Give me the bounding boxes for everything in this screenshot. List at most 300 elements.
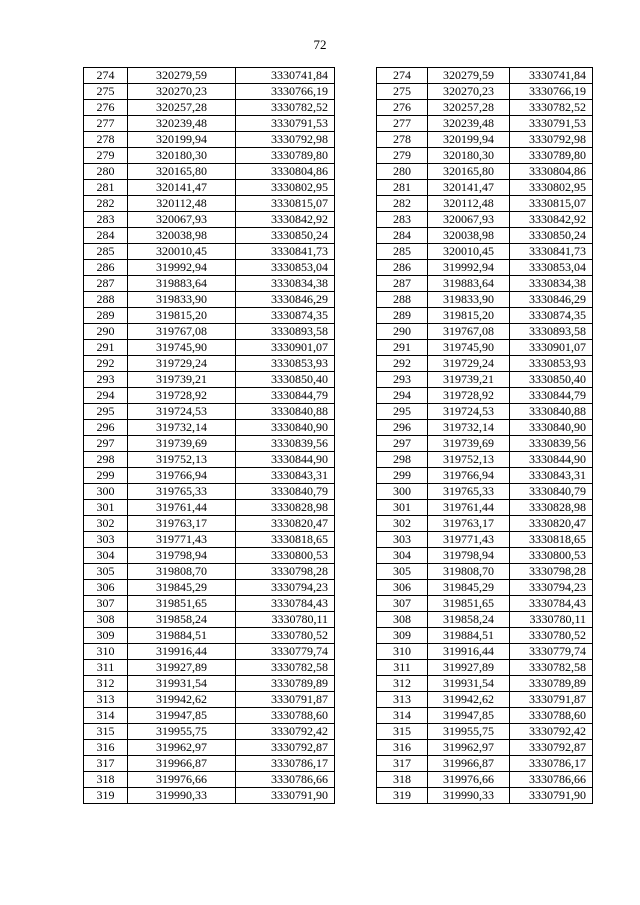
x-coordinate-cell: 319798,94 [128,548,236,564]
table-row [377,180,593,196]
y-coordinate-cell: 3330874,35 [510,308,593,324]
point-number-cell: 316 [84,740,128,756]
y-coordinate-cell: 3330782,52 [510,100,593,116]
point-number-cell: 291 [377,340,428,356]
y-coordinate-cell: 3330844,79 [236,388,335,404]
point-number-cell: 316 [377,740,428,756]
x-coordinate-cell: 320239,48 [428,116,510,132]
y-coordinate-cell: 3330791,87 [236,692,335,708]
table-row [84,388,335,404]
point-number-cell: 286 [84,260,128,276]
point-number-cell: 300 [377,484,428,500]
point-number-cell: 304 [84,548,128,564]
table-row [377,212,593,228]
point-number-cell: 294 [84,388,128,404]
x-coordinate-cell: 319765,33 [128,484,236,500]
table-row [84,756,335,772]
point-number-cell: 301 [377,500,428,516]
x-coordinate-cell: 320279,59 [428,68,510,84]
table-row [84,116,335,132]
x-coordinate-cell: 320239,48 [128,116,236,132]
y-coordinate-cell: 3330779,74 [510,644,593,660]
x-coordinate-cell: 319883,64 [428,276,510,292]
x-coordinate-cell: 319763,17 [428,516,510,532]
x-coordinate-cell: 320067,93 [428,212,510,228]
point-number-cell: 319 [84,788,128,804]
y-coordinate-cell: 3330834,38 [236,276,335,292]
table-row [377,292,593,308]
y-coordinate-cell: 3330791,87 [510,692,593,708]
x-coordinate-cell: 320180,30 [428,148,510,164]
x-coordinate-cell: 319745,90 [428,340,510,356]
x-coordinate-cell: 320038,98 [428,228,510,244]
table-row [377,788,593,804]
coordinates-table-right [376,67,593,804]
y-coordinate-cell: 3330893,58 [236,324,335,340]
point-number-cell: 274 [377,68,428,84]
table-row [377,372,593,388]
y-coordinate-cell: 3330839,56 [510,436,593,452]
point-number-cell: 292 [84,356,128,372]
point-number-cell: 315 [84,724,128,740]
table-row [377,100,593,116]
y-coordinate-cell: 3330828,98 [236,500,335,516]
point-number-cell: 300 [84,484,128,500]
y-coordinate-cell: 3330818,65 [236,532,335,548]
x-coordinate-cell: 319858,24 [128,612,236,628]
y-coordinate-cell: 3330839,56 [236,436,335,452]
y-coordinate-cell: 3330789,89 [510,676,593,692]
y-coordinate-cell: 3330766,19 [236,84,335,100]
point-number-cell: 299 [84,468,128,484]
y-coordinate-cell: 3330804,86 [510,164,593,180]
x-coordinate-cell: 319739,69 [428,436,510,452]
point-number-cell: 281 [377,180,428,196]
point-number-cell: 304 [377,548,428,564]
point-number-cell: 317 [84,756,128,772]
point-number-cell: 290 [377,324,428,340]
table-row [84,308,335,324]
y-coordinate-cell: 3330780,11 [510,612,593,628]
y-coordinate-cell: 3330840,79 [510,484,593,500]
table-row [84,772,335,788]
point-number-cell: 308 [377,612,428,628]
y-coordinate-cell: 3330794,23 [236,580,335,596]
table-row [377,196,593,212]
point-number-cell: 310 [377,644,428,660]
table-row [84,452,335,468]
y-coordinate-cell: 3330834,38 [510,276,593,292]
table-row [84,740,335,756]
x-coordinate-cell: 319845,29 [128,580,236,596]
table-row [377,564,593,580]
point-number-cell: 281 [84,180,128,196]
point-number-cell: 314 [377,708,428,724]
table-row [84,548,335,564]
x-coordinate-cell: 319771,43 [128,532,236,548]
x-coordinate-cell: 319883,64 [128,276,236,292]
x-coordinate-cell: 320112,48 [128,196,236,212]
point-number-cell: 282 [84,196,128,212]
table-row [84,132,335,148]
y-coordinate-cell: 3330844,90 [236,452,335,468]
table-row [377,132,593,148]
table-row [84,516,335,532]
x-coordinate-cell: 320165,80 [128,164,236,180]
point-number-cell: 297 [377,436,428,452]
y-coordinate-cell: 3330789,80 [236,148,335,164]
x-coordinate-cell: 319724,53 [428,404,510,420]
y-coordinate-cell: 3330850,24 [236,228,335,244]
x-coordinate-cell: 319976,66 [128,772,236,788]
table-row [377,532,593,548]
table-row [377,324,593,340]
x-coordinate-cell: 320010,45 [128,244,236,260]
y-coordinate-cell: 3330815,07 [510,196,593,212]
x-coordinate-cell: 319808,70 [428,564,510,580]
x-coordinate-cell: 319766,94 [428,468,510,484]
x-coordinate-cell: 319962,97 [428,740,510,756]
x-coordinate-cell: 319728,92 [128,388,236,404]
table-row [84,148,335,164]
x-coordinate-cell: 319761,44 [428,500,510,516]
x-coordinate-cell: 319992,94 [128,260,236,276]
point-number-cell: 275 [84,84,128,100]
x-coordinate-cell: 319942,62 [128,692,236,708]
x-coordinate-cell: 320257,28 [428,100,510,116]
y-coordinate-cell: 3330786,17 [236,756,335,772]
table-row [84,292,335,308]
y-coordinate-cell: 3330840,88 [236,404,335,420]
point-number-cell: 291 [84,340,128,356]
x-coordinate-cell: 319763,17 [128,516,236,532]
x-coordinate-cell: 319992,94 [428,260,510,276]
y-coordinate-cell: 3330901,07 [510,340,593,356]
y-coordinate-cell: 3330850,40 [236,372,335,388]
table-row [377,484,593,500]
y-coordinate-cell: 3330840,90 [236,420,335,436]
table-row [377,628,593,644]
y-coordinate-cell: 3330792,98 [236,132,335,148]
point-number-cell: 302 [377,516,428,532]
table-row [377,500,593,516]
y-coordinate-cell: 3330874,35 [236,308,335,324]
table-row [84,420,335,436]
y-coordinate-cell: 3330893,58 [510,324,593,340]
x-coordinate-cell: 319766,94 [128,468,236,484]
point-number-cell: 306 [84,580,128,596]
y-coordinate-cell: 3330792,87 [236,740,335,756]
x-coordinate-cell: 319931,54 [128,676,236,692]
point-number-cell: 312 [84,676,128,692]
x-coordinate-cell: 320010,45 [428,244,510,260]
y-coordinate-cell: 3330846,29 [510,292,593,308]
x-coordinate-cell: 319798,94 [428,548,510,564]
table-row [84,228,335,244]
table-row [84,788,335,804]
point-number-cell: 282 [377,196,428,212]
x-coordinate-cell: 320112,48 [428,196,510,212]
y-coordinate-cell: 3330853,93 [236,356,335,372]
y-coordinate-cell: 3330786,66 [236,772,335,788]
table-row [377,228,593,244]
table-row [377,708,593,724]
point-number-cell: 276 [84,100,128,116]
y-coordinate-cell: 3330840,79 [236,484,335,500]
x-coordinate-cell: 319858,24 [428,612,510,628]
y-coordinate-cell: 3330843,31 [236,468,335,484]
y-coordinate-cell: 3330842,92 [236,212,335,228]
point-number-cell: 289 [84,308,128,324]
x-coordinate-cell: 320257,28 [128,100,236,116]
table-row [377,164,593,180]
table-row [84,260,335,276]
table-row [377,244,593,260]
x-coordinate-cell: 320165,80 [428,164,510,180]
x-coordinate-cell: 319739,69 [128,436,236,452]
table-row [377,436,593,452]
y-coordinate-cell: 3330794,23 [510,580,593,596]
table-row [84,564,335,580]
table-row [84,68,335,84]
y-coordinate-cell: 3330844,79 [510,388,593,404]
y-coordinate-cell: 3330791,90 [236,788,335,804]
y-coordinate-cell: 3330846,29 [236,292,335,308]
x-coordinate-cell: 319732,14 [428,420,510,436]
point-number-cell: 287 [84,276,128,292]
table-row [84,628,335,644]
y-coordinate-cell: 3330815,07 [236,196,335,212]
y-coordinate-cell: 3330840,90 [510,420,593,436]
table-row [377,612,593,628]
y-coordinate-cell: 3330784,43 [236,596,335,612]
x-coordinate-cell: 319761,44 [128,500,236,516]
x-coordinate-cell: 319752,13 [428,452,510,468]
y-coordinate-cell: 3330844,90 [510,452,593,468]
point-number-cell: 302 [84,516,128,532]
x-coordinate-cell: 319752,13 [128,452,236,468]
point-number-cell: 303 [84,532,128,548]
x-coordinate-cell: 320270,23 [128,84,236,100]
y-coordinate-cell: 3330780,11 [236,612,335,628]
point-number-cell: 287 [377,276,428,292]
point-number-cell: 305 [84,564,128,580]
x-coordinate-cell: 320199,94 [428,132,510,148]
point-number-cell: 295 [84,404,128,420]
y-coordinate-cell: 3330853,04 [510,260,593,276]
x-coordinate-cell: 319845,29 [428,580,510,596]
table-row [377,308,593,324]
x-coordinate-cell: 320199,94 [128,132,236,148]
table-row [84,372,335,388]
x-coordinate-cell: 319976,66 [428,772,510,788]
point-number-cell: 285 [377,244,428,260]
table-row [377,340,593,356]
point-number-cell: 289 [377,308,428,324]
table-row [377,404,593,420]
table-row [377,756,593,772]
point-number-cell: 317 [377,756,428,772]
table-row [84,356,335,372]
y-coordinate-cell: 3330766,19 [510,84,593,100]
y-coordinate-cell: 3330792,87 [510,740,593,756]
point-number-cell: 309 [84,628,128,644]
point-number-cell: 301 [84,500,128,516]
coordinates-table-left [83,67,335,804]
point-number-cell: 303 [377,532,428,548]
y-coordinate-cell: 3330820,47 [236,516,335,532]
point-number-cell: 309 [377,628,428,644]
point-number-cell: 296 [84,420,128,436]
point-number-cell: 307 [84,596,128,612]
point-number-cell: 311 [84,660,128,676]
table-row [377,516,593,532]
table-row [377,740,593,756]
table-row [84,692,335,708]
point-number-cell: 283 [84,212,128,228]
x-coordinate-cell: 319808,70 [128,564,236,580]
y-coordinate-cell: 3330741,84 [510,68,593,84]
table-row [84,644,335,660]
x-coordinate-cell: 319990,33 [128,788,236,804]
point-number-cell: 278 [84,132,128,148]
y-coordinate-cell: 3330853,93 [510,356,593,372]
point-number-cell: 288 [377,292,428,308]
table-row [84,708,335,724]
y-coordinate-cell: 3330780,52 [236,628,335,644]
table-row [84,84,335,100]
y-coordinate-cell: 3330780,52 [510,628,593,644]
y-coordinate-cell: 3330788,60 [510,708,593,724]
x-coordinate-cell: 320141,47 [428,180,510,196]
y-coordinate-cell: 3330791,90 [510,788,593,804]
table-row [84,436,335,452]
table-row [377,772,593,788]
x-coordinate-cell: 319851,65 [128,596,236,612]
table-row [84,212,335,228]
x-coordinate-cell: 319884,51 [128,628,236,644]
point-number-cell: 295 [377,404,428,420]
y-coordinate-cell: 3330779,74 [236,644,335,660]
point-number-cell: 279 [84,148,128,164]
table-row [84,324,335,340]
x-coordinate-cell: 319729,24 [128,356,236,372]
table-row [84,468,335,484]
y-coordinate-cell: 3330786,17 [510,756,593,772]
x-coordinate-cell: 319884,51 [428,628,510,644]
point-number-cell: 293 [84,372,128,388]
table-row [84,596,335,612]
point-number-cell: 278 [377,132,428,148]
table-row [84,580,335,596]
x-coordinate-cell: 319931,54 [428,676,510,692]
point-number-cell: 298 [377,452,428,468]
y-coordinate-cell: 3330786,66 [510,772,593,788]
y-coordinate-cell: 3330842,92 [510,212,593,228]
x-coordinate-cell: 319833,90 [428,292,510,308]
x-coordinate-cell: 319955,75 [128,724,236,740]
table-row [84,276,335,292]
y-coordinate-cell: 3330741,84 [236,68,335,84]
y-coordinate-cell: 3330800,53 [236,548,335,564]
point-number-cell: 277 [84,116,128,132]
x-coordinate-cell: 319745,90 [128,340,236,356]
point-number-cell: 313 [377,692,428,708]
table-row [377,260,593,276]
table-row [377,420,593,436]
y-coordinate-cell: 3330828,98 [510,500,593,516]
point-number-cell: 276 [377,100,428,116]
y-coordinate-cell: 3330792,42 [236,724,335,740]
point-number-cell: 310 [84,644,128,660]
x-coordinate-cell: 319771,43 [428,532,510,548]
x-coordinate-cell: 320279,59 [128,68,236,84]
point-number-cell: 306 [377,580,428,596]
x-coordinate-cell: 319851,65 [428,596,510,612]
x-coordinate-cell: 320141,47 [128,180,236,196]
point-number-cell: 286 [377,260,428,276]
y-coordinate-cell: 3330789,80 [510,148,593,164]
y-coordinate-cell: 3330798,28 [236,564,335,580]
x-coordinate-cell: 319732,14 [128,420,236,436]
y-coordinate-cell: 3330850,24 [510,228,593,244]
x-coordinate-cell: 320180,30 [128,148,236,164]
table-row [377,548,593,564]
point-number-cell: 279 [377,148,428,164]
x-coordinate-cell: 319947,85 [428,708,510,724]
table-row [84,612,335,628]
point-number-cell: 284 [377,228,428,244]
x-coordinate-cell: 319916,44 [428,644,510,660]
point-number-cell: 297 [84,436,128,452]
point-number-cell: 313 [84,692,128,708]
table-row [377,724,593,740]
point-number-cell: 307 [377,596,428,612]
x-coordinate-cell: 319947,85 [128,708,236,724]
table-row [377,276,593,292]
x-coordinate-cell: 319767,08 [428,324,510,340]
y-coordinate-cell: 3330850,40 [510,372,593,388]
point-number-cell: 288 [84,292,128,308]
point-number-cell: 305 [377,564,428,580]
y-coordinate-cell: 3330792,42 [510,724,593,740]
table-row [377,68,593,84]
point-number-cell: 311 [377,660,428,676]
table-row [377,388,593,404]
table-row [377,660,593,676]
point-number-cell: 315 [377,724,428,740]
y-coordinate-cell: 3330788,60 [236,708,335,724]
x-coordinate-cell: 319767,08 [128,324,236,340]
y-coordinate-cell: 3330791,53 [236,116,335,132]
x-coordinate-cell: 319916,44 [128,644,236,660]
table-row [84,100,335,116]
point-number-cell: 293 [377,372,428,388]
table-row [84,660,335,676]
page-number: 72 [313,37,327,52]
table-row [377,356,593,372]
table-row [377,148,593,164]
table-row [377,468,593,484]
y-coordinate-cell: 3330798,28 [510,564,593,580]
point-number-cell: 318 [377,772,428,788]
point-number-cell: 292 [377,356,428,372]
y-coordinate-cell: 3330804,86 [236,164,335,180]
x-coordinate-cell: 319815,20 [428,308,510,324]
table-row [84,724,335,740]
table-row [377,580,593,596]
point-number-cell: 284 [84,228,128,244]
